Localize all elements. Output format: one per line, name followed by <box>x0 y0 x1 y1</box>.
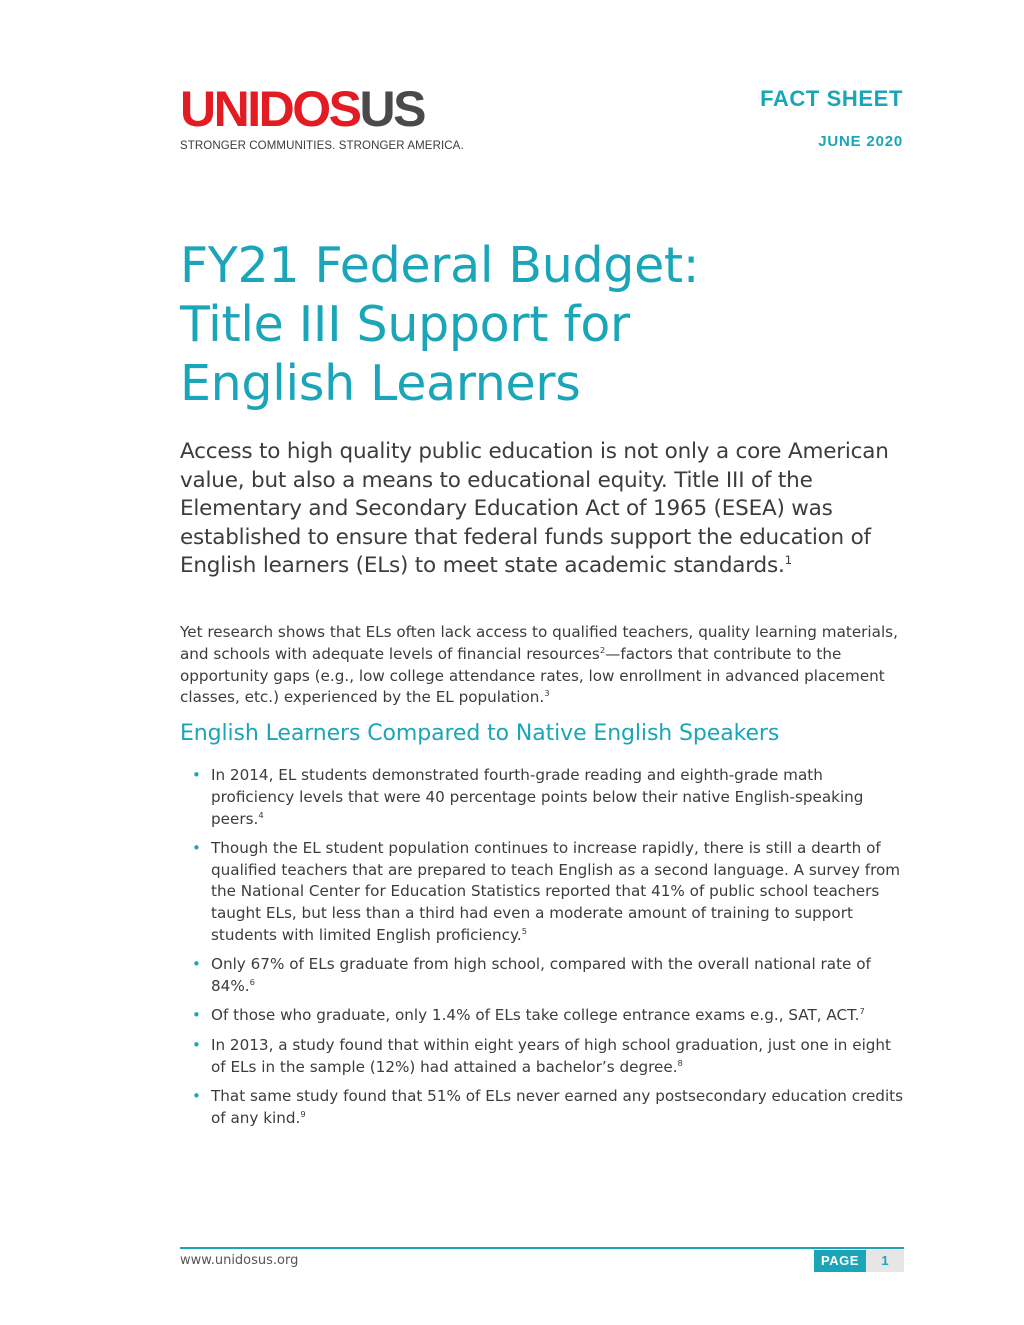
footnote-ref: 3 <box>544 688 550 699</box>
title-line: English Learners <box>180 355 581 412</box>
body-text-2: —factors that contribute to the opportunity gaps (e.g., low college attendance rates, low enrollment in advanced placement classes, etc.) experienced by the EL population. <box>180 644 885 707</box>
bullet-icon: • <box>192 766 201 784</box>
list-item <box>192 838 907 947</box>
unidosus-logo <box>180 81 464 152</box>
title-line: FY21 Federal Budget: <box>180 237 700 294</box>
logo-wordmark <box>180 81 464 137</box>
list-item <box>192 1005 907 1027</box>
lead-text: Access to high quality public education is not only a core American value, but also a means to educational equity. Title III of the Elementary and Secondary Education Act of 1965 (ESEA) was established to ensure that federal funds support the education of English learners (ELs) to meet state academic standards. <box>180 439 889 579</box>
body-paragraph <box>180 622 910 709</box>
logo-tagline: STRONGER COMMUNITIES. STRONGER AMERICA. <box>180 140 464 152</box>
bullet-icon: • <box>192 1006 201 1025</box>
title-line: Title III Support for <box>180 296 630 353</box>
page-number: 1 <box>866 1250 904 1272</box>
list-item <box>192 1035 907 1079</box>
bullet-icon: • <box>192 1035 201 1054</box>
page-label: PAGE <box>814 1250 866 1272</box>
body-text-1: Yet research shows that ELs often lack access to qualified teachers, quality learning materials, and schools with adequate levels of financial resources <box>180 623 898 663</box>
footer-url: www.unidosus.org <box>180 1253 299 1268</box>
section-heading: English Learners Compared to Native English Speakers <box>180 721 780 746</box>
page-indicator <box>814 1250 904 1272</box>
bullet-text: That same study found that 51% of ELs never earned any postsecondary education credits of any kind. <box>211 1086 904 1127</box>
header-meta <box>760 86 903 150</box>
footnote-ref: 9 <box>300 1108 306 1119</box>
footnote-ref: 4 <box>258 809 264 820</box>
list-item <box>192 1086 907 1130</box>
footer-divider <box>180 1247 904 1249</box>
document-date: JUNE 2020 <box>818 133 903 150</box>
footnote-ref: 1 <box>784 553 792 568</box>
bullet-list <box>192 765 907 1137</box>
bullet-text: In 2013, a study found that within eight years of high school graduation, just one in eight of ELs in the sample (12%) had attained a bachelor’s degree. <box>211 1035 892 1076</box>
bullet-icon: • <box>192 1086 201 1105</box>
bullet-icon: • <box>192 838 201 857</box>
document-type: FACT SHEET <box>760 86 903 111</box>
footnote-ref: 5 <box>521 926 527 937</box>
logo-wordmark-red: UNIDOS <box>180 81 360 137</box>
bullet-icon: • <box>192 955 201 974</box>
bullet-text: Of those who graduate, only 1.4% of ELs take college entrance exams e.g., SAT, ACT. <box>211 1006 860 1025</box>
bullet-text: In 2014, EL students demonstrated fourth-grade reading and eighth-grade math proficiency levels that were 40 percentage points below their native English-speaking peers. <box>211 766 864 828</box>
list-item <box>192 954 907 998</box>
lead-paragraph <box>180 438 910 581</box>
list-item <box>192 765 907 830</box>
footnote-ref: 7 <box>859 1006 865 1017</box>
logo-wordmark-gray: US <box>359 81 424 137</box>
footnote-ref: 2 <box>599 644 606 655</box>
page-title <box>180 236 940 413</box>
bullet-text: Only 67% of ELs graduate from high school, compared with the overall national rate of 84%. <box>211 955 871 996</box>
footnote-ref: 6 <box>249 977 255 988</box>
footnote-ref: 8 <box>677 1057 683 1068</box>
bullet-text: Though the EL student population continues to increase rapidly, there is still a dearth of qualified teachers that are prepared to teach English as a second language. A survey from the National Center for Education Statistics reported that 41% of public school teachers taught ELs, but less than a third had even a moderate amount of training to support students with limited English proficiency. <box>211 838 901 945</box>
